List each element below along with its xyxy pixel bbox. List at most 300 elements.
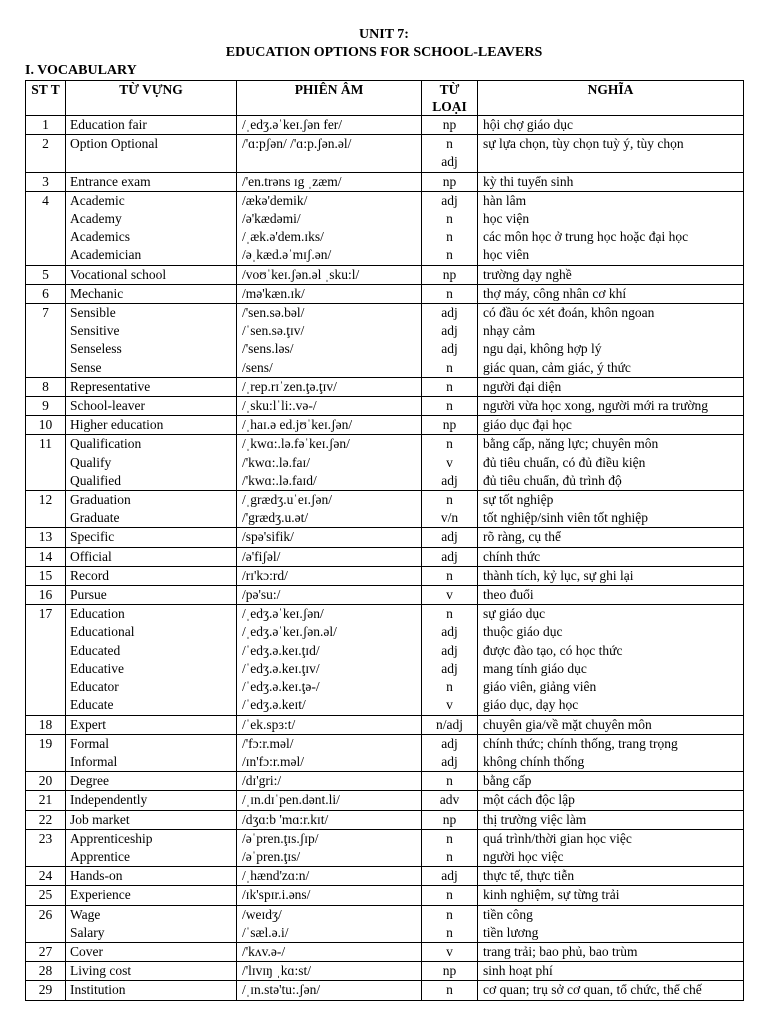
meaning: được đào tạo, có học thức [483, 642, 623, 658]
pronunciation-cell [237, 734, 422, 771]
meaning: người học việc [483, 848, 564, 864]
vocab-word: Educator [70, 679, 119, 695]
row-number: 19 [26, 734, 66, 771]
word-cell [66, 962, 237, 981]
meaning-cell [478, 491, 744, 528]
vocab-word: Educative [70, 660, 124, 676]
pronunciation: /spə'sifik/ [242, 529, 294, 545]
pronunciation: /ˈedʒ.ə.keɪ.ţɪv/ [242, 660, 320, 676]
word-cell [66, 772, 237, 791]
pronunciation: /'lɪvɪŋ ˌkɑ:st/ [242, 963, 312, 979]
word-type-cell [422, 734, 478, 771]
word-cell [66, 981, 237, 1000]
pronunciation: /ɪn'fɔ:r.məl/ [242, 753, 305, 769]
pronunciation-cell [237, 377, 422, 396]
meaning-cell [478, 135, 744, 172]
row-number: 11 [26, 435, 66, 491]
word-type: n/adj [436, 716, 463, 732]
meaning: đủ tiêu chuẩn, có đủ điều kiện [483, 454, 646, 470]
meaning: ngu dại, không hợp lý [483, 341, 602, 357]
vocab-word: Education fair [70, 117, 147, 132]
pronunciation-cell [237, 116, 422, 135]
word-type: adj [441, 868, 458, 884]
vocab-word: Vocational school [70, 266, 167, 282]
meaning-cell [478, 377, 744, 396]
pronunciation-cell [237, 791, 422, 810]
word-type: n [446, 136, 453, 152]
word-cell [66, 734, 237, 771]
table-row [26, 491, 744, 528]
vocab-word: Mechanic [70, 285, 124, 301]
table-row [26, 886, 744, 905]
word-cell [66, 397, 237, 416]
table-row [26, 377, 744, 396]
vocab-word: Sensitive [70, 323, 120, 339]
vocab-word: Pursue [70, 587, 107, 603]
meaning: học viên [483, 247, 530, 263]
meaning: đủ tiêu chuẩn, đủ trình độ [483, 472, 622, 488]
meaning: giáo dục đại học [483, 417, 572, 433]
meaning: giác quan, cảm giác, ý thức [483, 359, 631, 375]
row-number: 17 [26, 605, 66, 715]
pronunciation-cell [237, 905, 422, 942]
meaning: rõ ràng, cụ thể [483, 529, 561, 545]
word-type: n [446, 606, 453, 622]
header-pronunciation: PHIÊN ÂM [237, 81, 422, 116]
vocab-word: Cover [70, 943, 103, 959]
meaning: các môn học ở trung học hoặc đại học [483, 229, 689, 245]
meaning-cell [478, 829, 744, 866]
meaning: sự tốt nghiệp [483, 492, 554, 508]
word-cell [66, 265, 237, 284]
word-type: adj [441, 753, 458, 769]
meaning-cell [478, 605, 744, 715]
row-number: 6 [26, 284, 66, 303]
pronunciation-cell [237, 566, 422, 585]
meaning: tiền công [483, 906, 533, 922]
word-type-cell [422, 566, 478, 585]
row-number: 21 [26, 791, 66, 810]
word-type: adj [441, 192, 458, 208]
table-row [26, 397, 744, 416]
pronunciation: /dɪ'gri:/ [242, 773, 282, 789]
pronunciation: /'grædʒ.u.ət/ [242, 510, 309, 526]
header-meaning: NGHĨA [478, 81, 744, 116]
meaning: hội chợ giáo dục [483, 117, 573, 132]
pronunciation: /ə'fiʃəl/ [242, 548, 281, 564]
meaning-cell [478, 905, 744, 942]
meaning: người đại diện [483, 378, 562, 394]
table-row [26, 810, 744, 829]
meaning-cell [478, 547, 744, 566]
pronunciation: /'sens.ləs/ [242, 341, 294, 357]
word-type: n [446, 567, 453, 583]
table-row [26, 942, 744, 961]
pronunciation: /ˈedʒ.ə.keɪ.ţə-/ [242, 679, 320, 695]
vocab-word: Academy [70, 211, 122, 227]
word-type: np [442, 266, 457, 282]
pronunciation: /rɪ'kɔ:rd/ [242, 567, 288, 583]
pronunciation: /ˌɪn.stə'tu:.ʃən/ [242, 982, 321, 998]
vocab-word: Independently [70, 792, 148, 808]
meaning: nhạy cảm [483, 323, 536, 339]
word-type-cell [422, 304, 478, 378]
pronunciation: /weɪdʒ/ [242, 906, 282, 922]
row-number: 18 [26, 715, 66, 734]
table-row [26, 284, 744, 303]
meaning: có đầu óc xét đoán, khôn ngoan [483, 305, 655, 321]
pronunciation: /ˈek.spɜ:t/ [242, 716, 296, 732]
pronunciation-cell [237, 547, 422, 566]
table-row [26, 734, 744, 771]
pronunciation-cell [237, 491, 422, 528]
table-row [26, 867, 744, 886]
pronunciation: /ˌhænd'zɑ:n/ [242, 868, 310, 884]
word-type: v [446, 587, 453, 603]
vocab-word: Graduate [70, 510, 120, 526]
table-row [26, 586, 744, 605]
meaning-cell [478, 886, 744, 905]
pronunciation: /əˈpren.ţɪs/ [242, 848, 301, 864]
vocab-word: Degree [70, 773, 109, 789]
word-type-cell [422, 810, 478, 829]
table-row [26, 829, 744, 866]
meaning-cell [478, 810, 744, 829]
word-type: n [446, 773, 453, 789]
word-cell [66, 435, 237, 491]
word-cell [66, 829, 237, 866]
unit-heading: UNIT 7: [359, 27, 409, 42]
meaning: giáo viên, giảng viên [483, 679, 597, 695]
meaning-cell [478, 791, 744, 810]
row-number: 23 [26, 829, 66, 866]
word-cell [66, 942, 237, 961]
word-cell [66, 586, 237, 605]
table-row [26, 772, 744, 791]
meaning-cell [478, 962, 744, 981]
pronunciation-cell [237, 829, 422, 866]
word-type: adj [441, 341, 458, 357]
vocab-word: School-leaver [70, 398, 145, 414]
word-cell [66, 116, 237, 135]
vocab-word: Specific [70, 529, 115, 545]
meaning: thuộc giáo dục [483, 624, 563, 640]
word-type: v [446, 454, 453, 470]
vocabulary-table [25, 80, 744, 1001]
vocab-word: Higher education [70, 417, 164, 433]
word-type-cell [422, 886, 478, 905]
table-row [26, 172, 744, 191]
meaning: bằng cấp [483, 773, 532, 789]
word-type-cell [422, 905, 478, 942]
meaning-cell [478, 435, 744, 491]
pronunciation: /pə'su:/ [242, 587, 281, 603]
word-type: v/n [440, 510, 459, 526]
row-number: 24 [26, 867, 66, 886]
table-row [26, 715, 744, 734]
word-type: adj [441, 472, 458, 488]
vocab-word: Representative [70, 378, 151, 394]
meaning: kinh nghiệm, sự từng trải [483, 887, 620, 903]
vocab-word: Education [70, 606, 125, 622]
page-title: EDUCATION OPTIONS FOR SCHOOL-LEAVERS [225, 45, 543, 60]
meaning: chính thức; chính thống, trang trọng [483, 735, 678, 751]
word-cell [66, 377, 237, 396]
pronunciation: /ˌgrædʒ.uˈeɪ.ʃən/ [242, 492, 332, 508]
word-cell [66, 528, 237, 547]
vocab-word: Academic [70, 192, 125, 208]
table-row [26, 566, 744, 585]
pronunciation: /'en.trəns ɪg ˌzæm/ [242, 173, 342, 189]
section-heading: I. VOCABULARY [25, 63, 137, 78]
meaning-cell [478, 734, 744, 771]
word-type: np [442, 811, 457, 827]
pronunciation: /ˌkwɑ:.lə.fəˈkeɪ.ʃən/ [242, 436, 350, 452]
word-type: n [446, 492, 453, 508]
table-row [26, 528, 744, 547]
word-type-cell [422, 605, 478, 715]
meaning-cell [478, 116, 744, 135]
meaning: sự lựa chọn, tùy chọn tuỳ ý, tùy chọn [483, 136, 684, 152]
vocab-word: Record [70, 567, 109, 583]
vocab-word: Apprenticeship [70, 830, 153, 846]
word-type-cell [422, 586, 478, 605]
pronunciation: /'fɔ:r.məl/ [242, 735, 294, 751]
table-header-row [26, 81, 744, 116]
meaning: một cách độc lập [483, 792, 575, 808]
word-type-cell [422, 491, 478, 528]
word-cell [66, 566, 237, 585]
vocab-word: Qualify [70, 454, 112, 470]
pronunciation-cell [237, 772, 422, 791]
word-type-cell [422, 116, 478, 135]
vocab-word: Educational [70, 624, 135, 640]
meaning: tốt nghiệp/sinh viên tốt nghiệp [483, 510, 648, 526]
row-number: 16 [26, 586, 66, 605]
vocab-word: Formal [70, 735, 109, 751]
pronunciation: /ɪk'spɪr.i.əns/ [242, 887, 311, 903]
word-type-cell [422, 377, 478, 396]
meaning: bằng cấp, năng lực; chuyên môn [483, 436, 659, 452]
header-word-type: TỪ LOẠI [422, 81, 478, 116]
pronunciation-cell [237, 265, 422, 284]
row-number: 13 [26, 528, 66, 547]
table-row [26, 135, 744, 172]
pronunciation: /ˌedʒ.əˈkeɪ.ʃən.əl/ [242, 624, 337, 640]
pronunciation-cell [237, 528, 422, 547]
word-type: n [446, 887, 453, 903]
meaning-cell [478, 528, 744, 547]
meaning-cell [478, 284, 744, 303]
pronunciation: /'kwɑ:.lə.faɪ/ [242, 454, 310, 470]
vocab-word: Hands-on [70, 868, 123, 884]
meaning: sự giáo dục [483, 606, 546, 622]
meaning-cell [478, 867, 744, 886]
meaning: hàn lâm [483, 192, 527, 208]
row-number: 26 [26, 905, 66, 942]
vocab-word: Apprentice [70, 848, 130, 864]
pronunciation: /'kʌv.ə-/ [242, 943, 286, 959]
table-row [26, 435, 744, 491]
word-type: v [446, 697, 453, 713]
meaning: thị trường việc làm [483, 811, 587, 827]
word-type: np [442, 173, 457, 189]
meaning-cell [478, 416, 744, 435]
word-type: v [446, 943, 453, 959]
word-type-cell [422, 867, 478, 886]
meaning: chính thức [483, 548, 541, 564]
word-type-cell [422, 942, 478, 961]
word-type: n [446, 982, 453, 998]
word-type-cell [422, 772, 478, 791]
pronunciation-cell [237, 284, 422, 303]
word-type: n [446, 906, 453, 922]
word-type-cell [422, 791, 478, 810]
header-stt: ST T [26, 81, 66, 116]
vocab-word: Entrance exam [70, 173, 151, 189]
vocab-word: Sense [70, 359, 102, 375]
word-type: np [442, 963, 457, 979]
word-type-cell [422, 962, 478, 981]
meaning-cell [478, 304, 744, 378]
word-type: n [446, 247, 453, 263]
word-type-cell [422, 397, 478, 416]
vocab-word: Living cost [70, 963, 132, 979]
row-number: 25 [26, 886, 66, 905]
pronunciation: /ˌæk.ə'dem.ɪks/ [242, 229, 324, 245]
vocab-word: Qualification [70, 436, 142, 452]
vocab-word: Academician [70, 247, 142, 263]
meaning-cell [478, 566, 744, 585]
word-type-cell [422, 172, 478, 191]
word-type: n [446, 679, 453, 695]
row-number: 14 [26, 547, 66, 566]
table-row [26, 416, 744, 435]
word-cell [66, 304, 237, 378]
row-number: 3 [26, 172, 66, 191]
table-row [26, 116, 744, 135]
row-number: 7 [26, 304, 66, 378]
pronunciation: /ˌɪn.dɪˈpen.dənt.li/ [242, 792, 340, 808]
word-type: n [446, 848, 453, 864]
meaning: học viện [483, 211, 530, 227]
table-row [26, 191, 744, 265]
meaning-cell [478, 397, 744, 416]
pronunciation: /ˈedʒ.ə.keɪt/ [242, 697, 306, 713]
pronunciation: /ˌedʒ.əˈkeɪ.ʃən/ [242, 606, 324, 622]
word-type: adj [441, 624, 458, 640]
meaning-cell [478, 191, 744, 265]
row-number: 2 [26, 135, 66, 172]
vocab-word: Expert [70, 716, 106, 732]
table-row [26, 791, 744, 810]
word-type: n [446, 398, 453, 414]
word-type: n [446, 436, 453, 452]
pronunciation: /voʊˈkeɪ.ʃən.əl ˌsku:l/ [242, 266, 360, 282]
pronunciation: /dʒɑ:b 'mɑ:r.kɪt/ [242, 811, 329, 827]
word-type: adj [441, 305, 458, 321]
word-type: adj [441, 642, 458, 658]
vocab-word: Experience [70, 887, 131, 903]
row-number: 29 [26, 981, 66, 1000]
word-cell [66, 715, 237, 734]
table-row [26, 304, 744, 378]
table-row [26, 547, 744, 566]
word-type: n [446, 229, 453, 245]
vocab-word: Graduation [70, 492, 131, 508]
table-row [26, 905, 744, 942]
pronunciation: /'ɑ:pʃən/ /'ɑ:p.ʃən.əl/ [242, 136, 352, 152]
word-cell [66, 547, 237, 566]
meaning: cơ quan; trụ sở cơ quan, tổ chức, thể chế [483, 982, 702, 998]
word-type-cell [422, 547, 478, 566]
pronunciation-cell [237, 586, 422, 605]
row-number: 28 [26, 962, 66, 981]
word-type: n [446, 924, 453, 940]
row-number: 27 [26, 942, 66, 961]
vocab-word: Option Optional [70, 136, 159, 152]
pronunciation-cell [237, 810, 422, 829]
vocab-word: Informal [70, 753, 118, 769]
pronunciation: /ˌrep.rɪˈzen.ţə.ţɪv/ [242, 378, 337, 394]
word-type-cell [422, 435, 478, 491]
pronunciation: /ˈedʒ.ə.keɪ.ţɪd/ [242, 642, 320, 658]
word-type: n [446, 359, 453, 375]
word-cell [66, 191, 237, 265]
pronunciation-cell [237, 867, 422, 886]
word-cell [66, 284, 237, 303]
meaning: thành tích, kỷ lục, sự ghi lại [483, 567, 634, 583]
word-type-cell [422, 191, 478, 265]
vocab-word: Educated [70, 642, 121, 658]
row-number: 1 [26, 116, 66, 135]
meaning: trường dạy nghề [483, 266, 572, 282]
pronunciation: /ˌsku:lˈli:.və-/ [242, 398, 317, 414]
word-type: adj [441, 735, 458, 751]
word-cell [66, 867, 237, 886]
pronunciation: /ˈsen.sə.ţɪv/ [242, 323, 305, 339]
pronunciation: /ækə'demik/ [242, 192, 308, 208]
row-number: 22 [26, 810, 66, 829]
word-cell [66, 605, 237, 715]
vocab-word: Job market [70, 811, 130, 827]
meaning: mang tính giáo dục [483, 660, 587, 676]
pronunciation-cell [237, 962, 422, 981]
word-cell [66, 416, 237, 435]
pronunciation: /əˈpren.ţɪs.ʃɪp/ [242, 830, 319, 846]
row-number: 9 [26, 397, 66, 416]
pronunciation-cell [237, 416, 422, 435]
word-type: np [442, 117, 457, 132]
pronunciation: /'sen.sə.bəl/ [242, 305, 305, 321]
table-row [26, 981, 744, 1000]
meaning: kỳ thi tuyển sinh [483, 173, 574, 189]
word-type: adj [441, 323, 458, 339]
pronunciation: /ˌedʒ.əˈkeɪ.ʃən fer/ [242, 117, 343, 132]
meaning: thực tế, thực tiễn [483, 868, 575, 884]
word-type-cell [422, 265, 478, 284]
word-type: adj [441, 154, 458, 170]
table-body [26, 116, 744, 1001]
vocab-word: Educate [70, 697, 114, 713]
pronunciation: /mə'kæn.ɪk/ [242, 285, 305, 301]
word-type-cell [422, 715, 478, 734]
word-type: np [442, 417, 457, 433]
meaning: chuyên gia/về mặt chuyên môn [483, 716, 652, 732]
table-row [26, 605, 744, 715]
vocab-word: Salary [70, 924, 105, 940]
word-type: adj [441, 660, 458, 676]
